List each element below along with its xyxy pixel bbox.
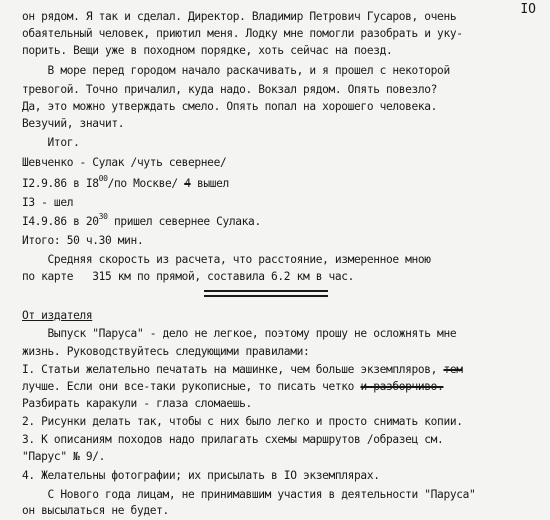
rule-1-line: лучше. Если они все-таки рукописные, то писать четко и разборчиво. — [22, 380, 444, 393]
publisher-line: С Нового года лицам, не принимавшим участия в деятельности "Паруса" — [22, 488, 476, 501]
text-line: обаятельный человек, приютил меня. Лодку мне помогли разобрать и уку- — [22, 27, 463, 40]
publisher-line: он высылаться не будет. — [22, 504, 169, 517]
page-number: IO — [520, 2, 536, 17]
text-line: Итог. — [22, 136, 80, 149]
publisher-line: 2. Рисунки делать так, чтобы с них было легко и просто снимать копии. — [22, 415, 463, 428]
log-total: Итого: 50 ч.30 мин. — [22, 234, 144, 247]
log-row-departure: I2.9.86 в $I8^{00}/по$ Москве/ 4 вышел — [22, 174, 229, 190]
struck-phrase: и разборчиво. — [360, 380, 444, 393]
text-line: порить. Вещи уже в походном порядке, хоть сейчас на поезд. — [22, 44, 393, 57]
rule-1-line: I. Статьи желательно печатать на машинке, чем больше экземпляров, тем — [22, 363, 463, 376]
publisher-line: "Парус" № 9/. — [22, 450, 106, 463]
text-line: Везучий, значит. — [22, 117, 125, 130]
speed-line: Средняя скорость из расчета, что расстояние, измеренное мною — [22, 253, 431, 266]
text-line: Да, это можно утверждать смело. Опять попал на хорошего человека. — [22, 100, 438, 113]
publisher-line: Разбирать каракули - глаза сломаешь. — [22, 397, 252, 410]
struck-word: тем — [443, 363, 463, 376]
publisher-line: 3. К описаниям походов надо прилагать схемы маршрутов /образец см. — [22, 433, 444, 446]
text-line: он рядом. Я так и сделал. Директор. Владимир Петрович Гусаров, очень — [22, 10, 457, 23]
divider-rule — [204, 290, 328, 292]
text-line: тревогой. Точно причалил, куда надо. Вокзал рядом. Опять повезло? — [22, 83, 438, 96]
publisher-line: Выпуск "Паруса" - дело не легкое, поэтому прошу не осложнять мне — [22, 327, 457, 340]
log-row-arrival: I4.9.86 в $20^{30}$ пришел севернее Сулака. — [22, 212, 261, 228]
speed-line: по карте 315 км по прямой, составила 6.2 км в час. — [22, 270, 355, 283]
publisher-heading: От издателя — [22, 309, 93, 322]
publisher-line: жизнь. Руководствуйтесь следующими правилами: — [22, 345, 310, 358]
log-row-sailing: I3 - шел — [22, 196, 74, 209]
text-line: В море перед городом начало раскачивать, и я прошел с некоторой — [22, 64, 450, 77]
divider-rule — [204, 295, 328, 297]
route-line: Шевченко - Сулак /чуть севернее/ — [22, 156, 227, 169]
publisher-line: 4. Желательны фотографии; их присылать в IO экземплярах. — [22, 469, 380, 482]
